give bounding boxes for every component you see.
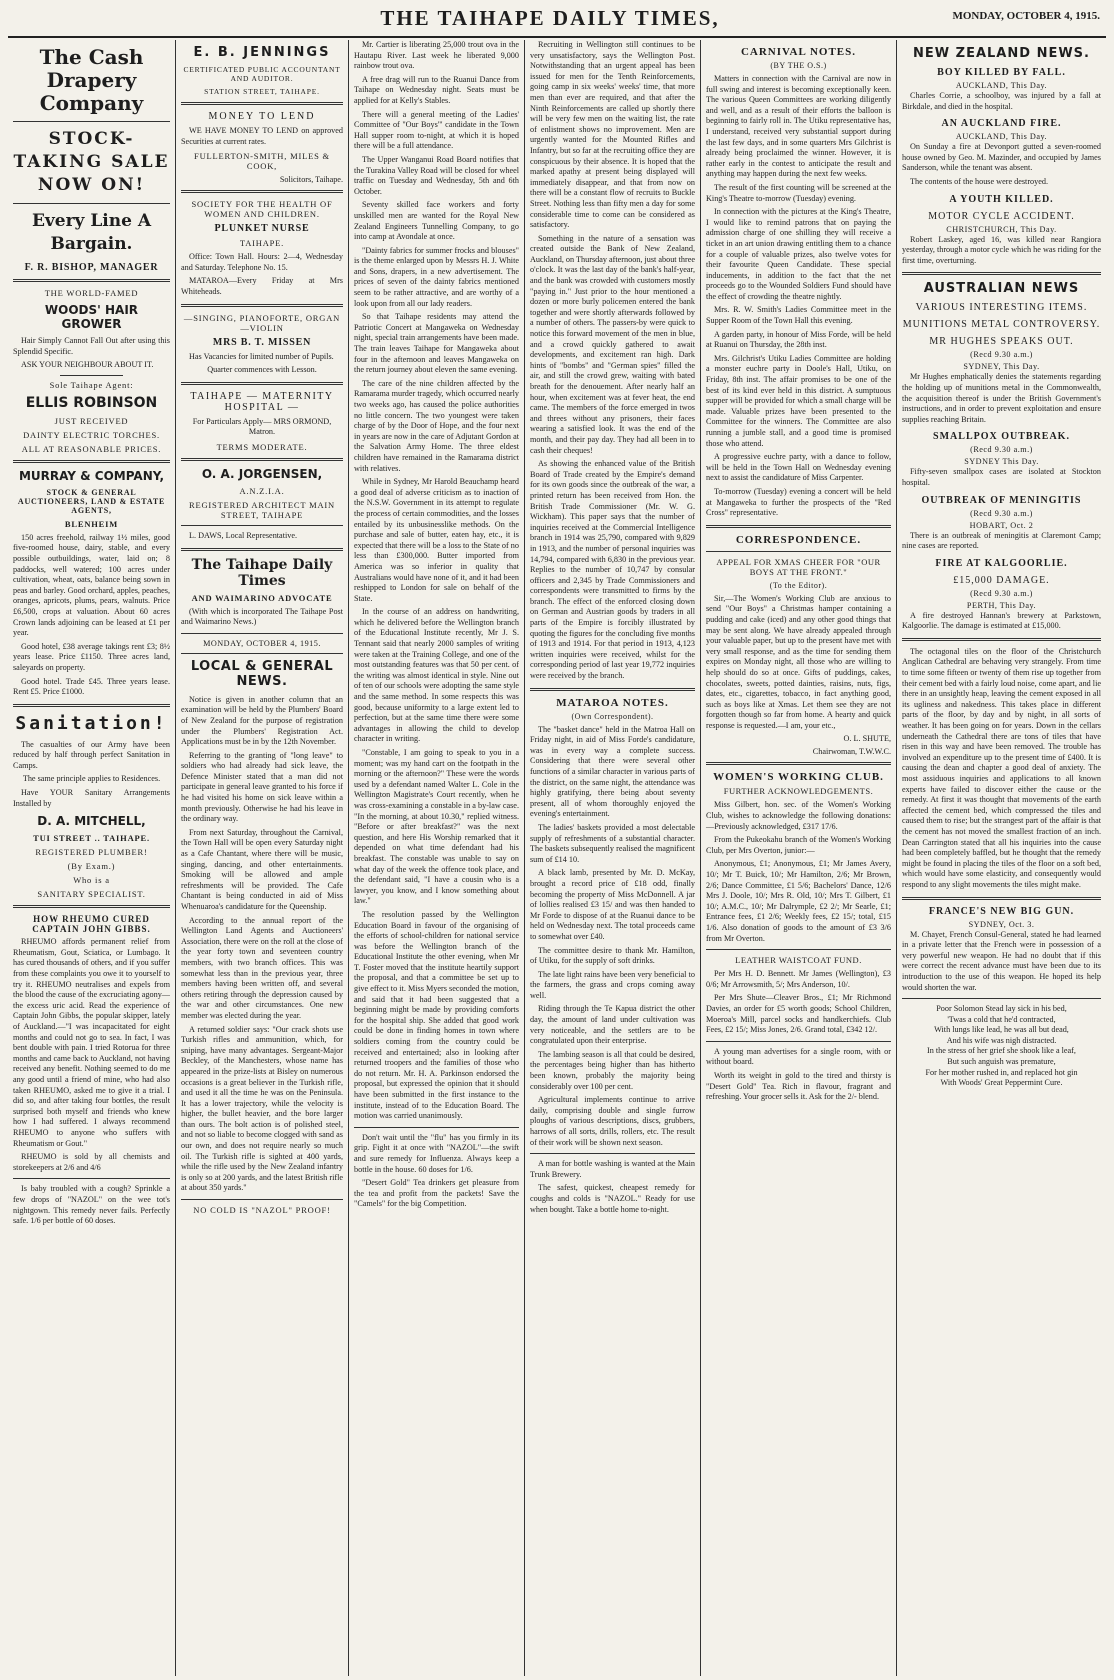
news-paragraph: M. Chayet, French Consul-General, stated he had learned in a private letter that the French were in possession of a very powerful new weapon. He had no doubt that if this were correct the recent advance must have been due to its introduction to the use of this weapon. He hoped its help would shorten the war. [902, 929, 1101, 992]
news-paragraph: So that Taihape residents may attend the Patriotic Concert at Mangaweka on Wednesday night, special train arrangements have been made. The train leaves Taihape for Mangaweka about four in the afternoon and leaves Mangaweka on the return journey about eleven the same evening. [354, 312, 519, 375]
news-paragraph: On Sunday a fire at Devonport gutted a seven-roomed house owned by Geo. M. Mazinder, and occupied by James Sanderson, while the tenant was absent. [902, 142, 1101, 173]
missen-name: MRS B. T. MISSEN [212, 336, 312, 348]
money-title: MONEY TO LEND [208, 111, 316, 122]
carnival-paragraph: In connection with the pictures at the King's Theatre, I would like to remind patrons that on paying the admission charge of one shilling they will receive a ticket in an art union drawing entitling them to a chance for a couple of valuable prizes, also twelve votes for their favourite Queen Candidate. These special inducements, in addition to the fact that the net proceeds go to the Wounded Soldiers Fund should have the effect of crowding the theatre nightly. [706, 207, 891, 301]
leather-title: LEATHER WAISTCOAT FUND. [735, 955, 862, 966]
received-note: (Recd 9.30 a.m.) [970, 445, 1033, 455]
news-paragraph: Something in the nature of a sensation was created outside the Bank of New Zealand, Auckland, on Thursday afternoon, just about three o'clock. It was the last day of the bank's half-year, and the bank was crowded with customers mostly "paying in." Just prior to the hour mentioned a dozen or more burly policemen entered the bank together and were shortly afterwards followed by a number of others. The passers-by were quick to notice this forward movement of the men in blue, and a crowd quickly gathered to await developments, and excitement ran high. Dark hints of "bombs" and "German spies" filled the air, and still the crowd grew, waiting with bated breath for the denouement. After nearly half an hour, when excitement was at fever heat, the end came. The members of the force emerged in twos and threes without any prisoners, their faces wearing a satisfied look. It was the end of the month, and their pay day. They had all been in to cash their cheques! [530, 233, 695, 455]
received-note: (Recd 9.30 a.m.) [970, 350, 1033, 360]
rheumo-text-2: RHEUMO is sold by all chemists and storekeepers at 2/6 and 4/6 [13, 1152, 170, 1172]
woods-text-2: ASK YOUR NEIGHBOUR ABOUT IT. [21, 360, 154, 370]
murray-sub: STOCK & GENERAL AUCTIONEERS, LAND & ESTATE AGENTS, [17, 487, 166, 515]
divider [354, 1127, 519, 1128]
column-5 [701, 40, 897, 1676]
kalgoorlie-title: FIRE AT KALGOORLIE. [935, 557, 1068, 569]
dateline: CHRISTCHURCH, This Day. [946, 224, 1057, 234]
poem-line: For her mother rushed in, and replaced hot gin [925, 1067, 1078, 1077]
wwc-subtitle: FURTHER ACKNOWLEDGEMENTS. [723, 786, 874, 797]
australian-news-title: AUSTRALIAN NEWS [923, 281, 1080, 297]
divider [530, 1153, 695, 1154]
boy-killed-title: BOY KILLED BY FALL. [937, 67, 1066, 78]
paper-subtitle: AND WAIMARINO ADVOCATE [191, 592, 333, 603]
carnival-paragraph: The result of the first counting will be screened at the King's Theatre to-morrow (Tuesday) evening. [706, 182, 891, 203]
news-paragraph: Seventy skilled face workers and forty unskilled men are wanted for the Royal New Zealand Engineers Tunnelling Company, to go into camp at Avondale at once. [354, 200, 519, 242]
woods-intro: THE WORLD-FAMED [44, 288, 139, 298]
divider [706, 525, 891, 528]
poem-line: In the stress of her grief she shook like a leaf, [927, 1046, 1076, 1056]
agent-name: ELLIS ROBINSON [25, 394, 158, 411]
divider [181, 1199, 343, 1200]
divider [706, 551, 891, 552]
divider [60, 375, 123, 376]
news-paragraph: A fire destroyed Hannan's brewery at Parkstown, Kalgoorlie. The damage is estimated at £15,000. [902, 610, 1101, 631]
sanitation-text-1: The casualties of our Army have been reduced by half through perfect Sanitation in Camps. [13, 739, 170, 770]
local-text-5: A returned soldier says: "Our crack shots use Turkish rifles and ammunition, which, for sniping, have many advantages. Sergeant-Major Beckley, of the Manchesters, whose name has appeared in the prize-lists at Bisley on numerous occasions is a great believer in the Turkish rifle, and used it all the time he was on the Peninsula. It has a lower trajectory, while the velocity is higher, the bullet heavier, and the bore larger than ours. The bolt action is of polished steel, and not so liable to become clogged with sand as our own, and does not require nearly so much oil. The Turkish rifle is sighted at 400 yards, while the rifle used by the New Zealand infantry is only so at 200 yards, and the latest British rifle at about 350 yards." [181, 1024, 343, 1193]
news-paragraph: Mr. Cartier is liberating 25,000 trout ova in the Hautapu River. Last week he liberated 9,000 rainbow trout ova. [354, 40, 519, 71]
news-paragraph: The Upper Wanganui Road Board notifies that the Turakina Valley Road will be closed for wheel traffic on Tuesday and Wednesday, 5th and 6th October. [354, 154, 519, 196]
cash-drapery-title: The Cash Drapery Company [39, 45, 144, 115]
jennings-name: E. B. JENNINGS [193, 45, 331, 60]
news-paragraph: "Dainty fabrics for summer frocks and blouses" is the theme enlarged upon by Messrs H. J. White and Sons, drapers, in a new advertisement. The prices of seven of the dainty fabrics mentioned seem to be rather attractive, and are worthy of a look upon from all our lady readers. [354, 245, 519, 308]
wwc-paragraph: Anonymous, £1; Anonymous, £1; Mr James Avery, 10/; Mr T. Buick, 10/; Mr Hamilton, 2/6; Mr Brown, 2/6; Dance Committee, £1 5/6; Bachelors' Dance, 12/6 Mrs J. Doole, 10/; Mrs R. Old, 10/; Mrs T. Gilbert, £1 10/; A.M.C., 10/; Mr Dalrymple, £2 2/; Mr Searle, £1; Entrance fees, £1 2/6; Weekly fees, £2 15/; total, £15 1/6. Also donation of goods to the amount of £3 3/6 from Mr Overton. [706, 859, 891, 943]
dateline: SYDNEY, This Day. [963, 362, 1040, 372]
murray-place: BLENHEIM [64, 518, 119, 529]
wwc-paragraph: From the Pukeokahu branch of the Women's Working Club, per Mrs Overton, junior:— [706, 835, 891, 855]
mitchell-name: D. A. MITCHELL, [37, 814, 146, 829]
news-paragraph: Charles Corrie, a schoolboy, was injured by a fall at Birkdale, and died in the hospital. [902, 91, 1101, 111]
divider [181, 633, 343, 634]
mitchell-qual-4: SANITARY SPECIALIST. [37, 889, 146, 900]
mitchell-qual-1: REGISTERED PLUMBER! [35, 847, 148, 858]
divider [13, 704, 170, 707]
woods-text: Hair Simply Cannot Fall Out after using this Splendid Specific. [13, 336, 170, 356]
dateline: SYDNEY This Day. [964, 457, 1039, 467]
poem-line: With lungs like lead, he was all but dead, [934, 1025, 1069, 1035]
maternity-title: TAIHAPE — MATERNITY HOSPITAL — [190, 390, 334, 413]
money-text: WE HAVE MONEY TO LEND on approved Securities at current rates. [181, 126, 343, 146]
fire-title: AN AUCKLAND FIRE. [941, 118, 1062, 130]
murray-text-1: 150 acres freehold, railway 1½ miles, good five-roomed house, dairy, stable, and every possible outbuildings, water, laid on; 8 paddocks, well watered; 100 acres under cultivation, wheat, oats, balance being sown in peas and barley. Good orchard, apples, peaches, oranges, apricots, plums, pears, walnuts. Price £6,500, crops at valuation. About 60 acres Crown lands adjoining can be leased at £1 per year. [13, 532, 170, 638]
letter-text: Sir,—The Women's Working Club are anxious to send "Our Boys" a Christmas hamper containing a pudding and cake (iced) and any other good things that may be sent along. We have already appealed through your valuable paper, but up to the present have met with very small response, and as the time for sending them expires on Monday night, all those who are willing to help should do so at once. Gifts of puddings, cakes, chocolates, sweets, potted dainties, raisins, nuts, figs, dates, etc., cigarettes, tobacco, in fact anything good, such as boys like at Xmas. Let them see they are not forgotten though so far from home. A hearty and quick response is requested.—I am, your etc., [706, 593, 891, 730]
baby-cough-text: Is baby troubled with a cough? Sprinkle a few drops of "NAZOL" on the wee tot's nightgown. This remedy never fails. Perfectly safe. 1/6 per bottle of 60 doses. [13, 1184, 170, 1226]
jennings-address: STATION STREET, TAIHAPE. [204, 87, 320, 96]
news-paragraph: As showing the enhanced value of the British Board of Trade created by the Empire's demand for its own goods since the outbreak of the war, a printed return has been received from Hon. the British Trade Commissioner (Mr. W. G. Wickham). This paper says that the number of inquiries received at the Commercial Intelligence branch in 1914 was 25,790, compared with 9,829 in 1913, and the number of personal inquiries was 14,794, compared with 6,830 in the previous year. Replies to the number of 10,747 by consular officers and 2,345 by Trade Commissioners and correspondents were transmitted to firms by the branch. The effect of the enforced closing down on German and Austrian goods by traders in all parts of the Empire is forcibly illustrated by quoting the figures for the concluding five months of 1913 and 1914. For that period in 1913, 4,123 written inquiries were received, whilst for the corresponding period of last year 19,772 inquiries were received by the branch. [530, 459, 695, 681]
divider [13, 1178, 170, 1179]
mataroa-paragraph: The ladies' baskets provided a most delectable supply of refreshments of a substantial character. The baskets subsequently realised the magnificent sum of £14 10. [530, 822, 695, 864]
rheumo-text-1: RHEUMO affords permanent relief from Rheumatism, Gout, Sciatica, or Lumbago. It has cured thousands of others, and if you suffer from these complaints you owe it to yourself to try it. RHEUMO neutralises and expels from the blood the cause of the excruciating agony—the excess uric acid. Read the experience of Captain John Gibbs, the popular skipper, lately of Auckland.—"I was incapacitated for eight months and could not go to sea. In fact, I was bent double with pain. I tried Rotorua for three months and came back to Auckland, not having received any benefit. Nothing seemed to do me any good until a friend of mine, who had also taken RHEUMO, asked me to give it a trial. I did so, and after taking four bottles, the result surprised both myself and friends who knew how I had suffered. I always recommend RHEUMO to anyone who suffers with Rheumatism or Gout." [13, 937, 170, 1148]
jennings-qualification: CERTIFICATED PUBLIC ACCOUNTANT AND AUDITOR. [183, 65, 341, 83]
various-items-title: VARIOUS INTERESTING ITEMS. [915, 302, 1088, 314]
news-paragraph: In the course of an address on handwriting, which he delivered before the Wellington branch of the Educational Institute recently, Mr J. S. Tennant said that nearly 2000 samples of writing were taken at the Training College, and one of the most outstanding features was that 50 per cent. of the writing was almost identical in style. Nine out of ten of our schools were adopting the same style and the same method. In some respects this was good, because uniformity to a large extent led to perfection, but at the same time there were some advantages in allowing the child to develop character in writing. [354, 607, 519, 744]
divider [181, 190, 343, 193]
just-received: JUST RECEIVED [54, 415, 129, 426]
mitchell-qual-3: Who is a [73, 875, 110, 886]
advert-paragraph: A young man advertises for a single room, with or without board. [706, 1046, 891, 1067]
carnival-paragraph: Mrs. Gilchrist's Utiku Ladies Committee are holding a monster euchre party in Doole's Hall, Utiku, on Friday, 8th inst. The affair promises to be one of the best of its kind ever held in this district. A sumptuous supper will be provided for which a small charge will be made. Valuable prizes have been presented to the Committee for the winners. The Committee are also running a jumble stall, and a good time is promised those who attend. [706, 353, 891, 448]
mataroa-paragraph: A black lamb, presented by Mr. D. McKay, brought a record price of £18 odd, finally becoming the property of Miss McDonnell. A jar of lollies realised £3 15/ and was then handed to Mr Forde to dispose of at the Ruanui dance to be held on Wednesday next. The total proceeds came to somewhat over £40. [530, 868, 695, 941]
nz-news-title: NEW ZEALAND NEWS. [913, 46, 1090, 61]
divider [181, 382, 343, 385]
local-text-2: Referring to the granting of "long leave" to soldiers who had already had sick leave, the Defence Minister stated that a man did not participate in general leave granted to his force if he had visited his home on sick leave within a month previously. Otherwise he had his leave in the ordinary way. [181, 750, 343, 824]
news-paragraph: While in Sydney, Mr Harold Beauchamp heard a good deal of adverse criticism as to inaction of the N.S.W. Government in its attempt to regulate the process of certain commodities, and the losses entailed by its unbusinesslike methods. On the purchase and sale of butter, eaten hay, etc., it is expected that there will be a loss to the State of no less than £300,000. Butter imported from America was so inferior in quality that Australians would have none of it, and it had been reshipped to London for sale on behalf of the State. [354, 477, 519, 603]
divider [902, 897, 1101, 900]
poem-line: But such anguish was premature, [947, 1057, 1056, 1067]
column-6 [897, 40, 1106, 1676]
letter-signature-title: Chairwoman, T.W.W.C. [812, 747, 891, 757]
damage-title: £15,000 DAMAGE. [953, 574, 1050, 586]
masthead-rule [8, 36, 1106, 38]
divider [181, 304, 343, 307]
newspaper-title: THE TAIHAPE DAILY TIMES, [380, 6, 720, 30]
news-paragraph: A free drag will run to the Ruanui Dance from Taihape on Wednesday night. Seats must be applied for at Kelly's Stables. [354, 74, 519, 105]
divider [530, 688, 695, 691]
murray-text-3: Good hotel. Trade £45. Three years lease. Rent £5. Price £1000. [13, 676, 170, 697]
carnival-title: CARNIVAL NOTES. [740, 46, 857, 58]
local-text-3: From next Saturday, throughout the Carnival, the Town Hall will be open every Saturday night as a Cafe Chantant, where there will be music, singing, dancing, and other entertainments. Smoking will be allowed and ample refreshments will be provided. The Cafe Chantant is being conducted in aid of Miss Whenuaroa's candidature for the Queenship. [181, 827, 343, 911]
munitions-title: MUNITIONS METAL CONTROVERSY. [902, 319, 1101, 331]
divider [181, 458, 343, 461]
local-text-1: Notice is given in another column that an examination will be held by the Plumbers' Board of New Zealand for the purpose of registration under the Plumbers' Registration Act. Applications must be in by the 12th November. [181, 694, 343, 747]
dateline: SYDNEY, Oct. 3. [968, 919, 1035, 929]
divider [902, 638, 1101, 641]
mataroa-paragraph: The "basket dance" held in the Matroa Hall on Friday night, in aid of Miss Forde's candidature, was in every way a complete success. Considering that there were several other functions of a similar character in various parts of the district, on the same night, the attendance was highly gratifying, there being about seventy present, all of whom thoroughly enjoyed the evening's entertainment. [530, 724, 695, 819]
local-text-4: According to the annual report of the Wellington Land Agents and Auctioneers' Association, there were on the roll at the close of the year forty town and seventeen country members, with two branch offices. This was somewhat less than in the previous year, three members having been written off, and several others retiring through the depression caused by the war and other circumstances. One new member was elected during the year. [181, 915, 343, 1020]
sanitation-text-2: The same principle applies to Residences. [22, 774, 161, 784]
poem-line: And his wife was nigh distracted. [946, 1035, 1057, 1045]
plunket-text-2: MATAROA—Every Friday at Mrs Whiteheads. [181, 276, 343, 296]
divider [181, 548, 343, 551]
mataroa-subtitle: (Own Correspondent). [571, 711, 654, 721]
divider [13, 460, 170, 463]
divider [706, 1041, 891, 1042]
mitchell-qual-2: (By Exam.) [67, 861, 116, 872]
solicitors-line: Solicitors, Taihape. [279, 175, 343, 185]
smallpox-title: SMALLPOX OUTBREAK. [933, 431, 1070, 443]
meningitis-title: OUTBREAK OF MENINGITIS [921, 494, 1082, 506]
news-paragraph: The contents of the house were destroyed. [910, 176, 1049, 186]
divider [13, 279, 170, 282]
news-paragraph: There is an outbreak of meningitis at Claremont Camp; nine cases are reported. [902, 530, 1101, 551]
news-paragraph: There will a general meeting of the Ladies' Committee of "Our Boys'" candidate in the Town Hall supper room to-night, at which it is hoped there will be a full attendance. [354, 109, 519, 151]
mataroa-paragraph: The lambing season is all that could be desired, the percentages being higher than has hitherto been known, probably the majority being considerably over 100 per cent. [530, 1049, 695, 1091]
received-note: (Recd 9.30 a.m.) [970, 588, 1033, 598]
paper-date: MONDAY, OCTOBER 4, 1915. [203, 638, 321, 648]
terms-line: TERMS MODERATE. [216, 441, 308, 452]
wwc-paragraph: Miss Gilbert, hon. sec. of the Women's Working Club, wishes to acknowledge the following donations:—Previously acknowledged, £317 17/6. [706, 800, 891, 831]
mataroa-paragraph: Agricultural implements continue to arrive daily, comprising double and single furrow ploughs of various descriptions, discs, grubbers, harrows of all sorts, drills, rollers, etc. The result of their work will be shown next season. [530, 1095, 695, 1147]
news-paragraph: "Constable, I am going to speak to you in a moment; was my hand cart on the footpath in the morning or the afternoon?" These were the words used by a defendant named Walter L. Cole in the Wellington Magistrate's Court recently, when he was cross-examining a constable in a by-law case. "In the morning, at about 10.30," replied witness. "Before or after breakfast?" was the next question, and here His Worship remarked that it depended on what time defendant had his breakfast. The constable was unable to say on what day of the week the offence took place, and the defendant said, "I have a cousin who is a lawyer, you know, and I know something about law." [354, 748, 519, 906]
news-paragraph: Recruiting in Wellington still continues to be very unsatisfactory, says the Wellington Post. Notwithstanding that an urgent appeal has been issued for men for the Tenth Reinforcements, going camp in six weeks' weeks' time, that more men than ever are required, and that after the Ninth Reinforcements are called up shortly there will be very few men on the waiting list, the rate of enlistment shows no improvement. Men are urgently wanted for the Mounted Rifles and Infantry, but so far at the recruiting office they are conspicuous by their absence. It is hoped that the marked apathy at present being displayed will immediately disappear, and that from now on there will be a constant flow of recruits to Buckle Street. Nothing less than fifty men a day for some considerable time to come can be considered as satisfactory. [530, 40, 695, 230]
singing-title: —SINGING, PIANOFORTE, ORGAN—VIOLIN [183, 312, 341, 333]
dateline: PERTH, This Day. [966, 600, 1037, 610]
fullerton-name: FULLERTON-SMITH, MILES & COOK, [194, 151, 330, 172]
prices-line: ALL AT REASONABLE PRICES. [21, 443, 162, 454]
jorgensen-name: O. A. JORGENSEN, [201, 466, 323, 481]
divider [706, 762, 891, 765]
news-paragraph: Mr Hughes emphatically denies the statements regarding the holding up of munitions metal in the Commonwealth, the acquisition thereof is under the British Government's instructions, and in order to prevent exploitation and ensure supplies reaching Britain. [902, 372, 1101, 424]
plunket-text-1: Office: Town Hall. Hours: 2—4, Wednesday and Saturday. Telephone No. 15. [181, 252, 343, 272]
missen-text-2: Quarter commences with Lesson. [207, 365, 317, 375]
news-paragraph: The octagonal tiles on the floor of the Christchurch Anglican Cathedral are behaving very strangely. From time to time some fifteen or twenty of them rise up together from their cement bed with a fairly loud noise, come apart, and lie there in an unsightly heap, leaving the cement exposed in all its ugliness and nakedness. This takes place in different parts of the floor, by day and by night, in all sorts of weather. It has been going on for years. Down in the cellars underneath the Cathedral there are tons of tiles that have risen in this way and have been removed. The trouble has involved an expenditure up to the present time of £400. It is causing the dean and chapter a good deal of anxiety. The most assiduous inquiries and applications to all known experts have failed to discover either the cause or the remedy. At first it was thought that movements of the earth affected the cement bed, which compressed the tiles and caused them to rise; but the strangest part of the affair is that the cement has not moved the smallest fraction of an inch. Dean Carrington stated that all his inquiries into the cause had been completely baffled, but he thought that the remedy might be found in placing the tiles of the floor on a soft bed, which would have some elasticity, and consequently would respond to any slight movements the tiles might make. [902, 646, 1101, 889]
correspondence-title: CORRESPONDENCE. [735, 533, 862, 546]
manager-line: F. R. BISHOP, MANAGER [24, 262, 159, 273]
mataroa-title: MATAROA NOTES. [556, 696, 669, 709]
sanitation-title: Sanitation! [15, 712, 168, 734]
letter-signature: O. L. SHUTE, [843, 734, 891, 744]
masthead [0, 6, 1114, 34]
column-1 [8, 40, 176, 1676]
leather-paragraph: Per Mrs H. D. Bennett. Mr James (Wellington), £3 0/6; Mr Arrowsmith, 5/; Mrs Anderson, 10/. [706, 969, 891, 989]
divider [181, 102, 343, 105]
nazol-strip: NO COLD IS "NAZOL" PROOF! [193, 1205, 331, 1216]
hughes-title: MR HUGHES SPEAKS OUT. [929, 336, 1074, 348]
murray-title: MURRAY & COMPANY, [18, 468, 165, 483]
missen-text: Has Vacancies for limited number of Pupils. [189, 351, 334, 361]
motor-cycle-title: MOTOR CYCLE ACCIDENT. [928, 210, 1075, 222]
daws-line: L. DAWS, Local Representative. [189, 530, 298, 540]
mataroa-paragraph: A man for bottle washing is wanted at the Main Trunk Brewery. [530, 1159, 695, 1179]
carnival-paragraph: To-morrow (Tuesday) evening a concert will be held at Mangaweka to further the prospects of the "Red Cross" representative. [706, 486, 891, 518]
carnival-paragraph: Matters in connection with the Carnival are now in full swing and interest is becoming exceptionally keen. The various Queen Committees are working diligently and well, and as a result of their efforts the balloon is beginning to fairly roll in. The Utiku representative has, I understand, received very substantial support during the last few days, and in some quarters Mrs Gilchrist is already being proclaimed the winner. However, it is rather early in the contest to anticipate the result and anything may happen during the next few weeks. [706, 74, 891, 179]
plunket-place: TAIHAPE. [239, 238, 285, 249]
carnival-paragraph: A garden party, in honour of Miss Forde, will be held at Ruanui on Thursday, the 28th inst. [706, 329, 891, 350]
big-gun-title: FRANCE'S NEW BIG GUN. [928, 905, 1075, 917]
to-editor: (To the Editor). [769, 580, 828, 590]
received-note: (Recd 9.30 a.m.) [970, 508, 1033, 518]
poem-line: 'Twas a cold that he'd contracted, [947, 1014, 1056, 1024]
news-paragraph: Robert Laskey, aged 16, was killed near Rangiora yesterday, through a motor cycle which he was riding for the first time, overturning. [902, 234, 1101, 265]
columns [8, 40, 1106, 1676]
advert-paragraph: Worth its weight in gold to the tired and thirsty is "Desert Gold" Tea. Rich in flavour, fragrant and refreshing. Your grocer sells it. Ask for the 2/- blend. [706, 1070, 891, 1102]
sanitation-text-3: Have YOUR Sanitary Arrangements Installed by [13, 788, 170, 808]
desert-gold-paragraph: "Desert Gold" Tea drinkers get pleasure from the tea and profit from the packets! Save the "Camels" for the big Competition. [354, 1178, 519, 1209]
leather-paragraph: Per Mrs Shute—Cleaver Bros., £1; Mr Richmond Davies, an order for £5 worth goods; School Children, Moeroa's Mill, parcel socks and handkerchiefs. Club Fees, £2 15/; Miss Jones, 2/6. Grand total, £342 12/. [706, 993, 891, 1035]
news-paragraph: The care of the nine children affected by the Ramarama murder tragedy, which occurred nearly two weeks ago, has caused the police authorities no little concern. The two youngest were taken charge of by the Door of Hope, and the four next in years are now in the care of Adjutant Gordon at the Salvation Army Home. The three eldest children have remained in the Ramarama district with relatives. [354, 378, 519, 473]
paper-note: (With which is incorporated The Taihape Post and Waimarino News.) [181, 606, 343, 627]
jorgensen-qualification: A.N.Z.I.A. [239, 485, 285, 496]
paper-name: The Taihape Daily Times [191, 556, 333, 589]
torches-line: DAINTY ELECTRIC TORCHES. [23, 429, 160, 440]
news-paragraph: The resolution passed by the Wellington Education Board in favour of the organising of the efforts of school-children for national service was before the Wellington branch of the Educational Institute the other evening, when Mr T. Foster moved that the institute heartily support the proposal, and that a committee be set up to give effect to it. Miss Myers seconded the motion, and said that it had been suggested that a beginning might be made by providing comforts for the hospital ship. She added that good work could be done in finding homes in town where soldiers coming from the country could be received and entertained; also in looking after returned troopers and the families of those who do not return. Mr. H. A. Parkinson endorsed the proposal, but expressed the opinion that it should have been submitted in the first instance to the institute, instead of to the Education Board. The motion was carried unanimously. [354, 909, 519, 1121]
murray-text-2: Good hotel, £38 average takings rent £3; 8½ years lease. Price £1150. Three acres land, saleyards on property. [13, 641, 170, 672]
carnival-paragraph: Mrs. R. W. Smith's Ladies Committee meet in the Supper Room of the Town Hall this evening. [706, 305, 891, 326]
maternity-text: For Particulars Apply— MRS ORMOND, Matron. [192, 416, 332, 437]
mataroa-paragraph: The safest, quickest, cheapest remedy for coughs and colds is "NAZOL." Ready for use when bought. Take a bottle home to-night. [530, 1183, 695, 1214]
divider [181, 525, 343, 526]
divider [902, 272, 1101, 275]
mitchell-address: TUI STREET .. TAIHAPE. [33, 833, 150, 844]
carnival-paragraph: A progressive euchre party, with a dance to follow, will be held in the Town Hall on Wednesday evening next to assist the candidature of Miss Carpenter. [706, 452, 891, 483]
divider [13, 121, 170, 122]
divider [13, 905, 170, 908]
poem-line: Poor Solomon Stead lay sick in his bed, [936, 1004, 1067, 1014]
dateline: HOBART, Oct. 2 [969, 520, 1034, 530]
wwc-title: WOMEN'S WORKING CLUB. [713, 771, 884, 784]
dateline: AUCKLAND, This Day. [955, 81, 1048, 90]
divider [902, 998, 1101, 999]
divider [706, 949, 891, 950]
architect-line: REGISTERED ARCHITECT MAIN STREET, TAIHAPE [189, 499, 335, 520]
stocktaking-sale: STOCK-TAKING SALE NOW ON! [13, 129, 170, 195]
column-2 [176, 40, 349, 1676]
local-news-title: LOCAL & GENERAL NEWS. [190, 658, 334, 689]
plunket-title: PLUNKET NURSE [214, 223, 310, 235]
woods-title: WOODS' HAIR GROWER [44, 303, 139, 331]
column-3 [349, 40, 525, 1676]
carnival-subtitle: (BY THE O.S.) [770, 61, 827, 70]
issue-date: MONDAY, OCTOBER 4, 1915. [952, 10, 1100, 22]
news-paragraph: Fifty-seven smallpox cases are isolated at Stockton hospital. [902, 467, 1101, 487]
mataroa-paragraph: Riding through the Te Kapua district the other day, the amount of land under cultivation was very noticeable, and the settlers are to be congratulated upon their enterprise. [530, 1004, 695, 1046]
mataroa-paragraph: The late light rains have been very beneficial to the farmers, the grass and crops coming away well. [530, 969, 695, 1000]
society-title: SOCIETY FOR THE HEALTH OF WOMEN AND CHILDREN. [191, 199, 333, 220]
divider [13, 203, 170, 204]
poem-line: With Woods' Great Peppermint Cure. [940, 1078, 1063, 1088]
agent-intro: Sole Taihape Agent: [49, 379, 134, 390]
column-4 [525, 40, 701, 1676]
youth-killed-title: A YOUTH KILLED. [949, 193, 1054, 205]
dateline: AUCKLAND, This Day. [955, 132, 1048, 142]
rheumo-title: HOW RHEUMO CURED CAPTAIN JOHN GIBBS. [32, 914, 151, 935]
mataroa-paragraph: The committee desire to thank Mr. Hamilton, of Utiku, for the supply of soft drinks. [530, 945, 695, 966]
nazol-paragraph: Don't wait until the "flu" has you firmly in its grip. Fight it at once with "NAZOL"—the swift and sure remedy for Influenza. Always keep a bottle in the house. 60 doses for 1/6. [354, 1132, 519, 1174]
divider [181, 653, 343, 654]
bargain-line: Every Line A Bargain. [31, 211, 152, 254]
appeal-title: APPEAL FOR XMAS CHEER FOR "OUR BOYS AT THE FRONT." [716, 556, 881, 577]
